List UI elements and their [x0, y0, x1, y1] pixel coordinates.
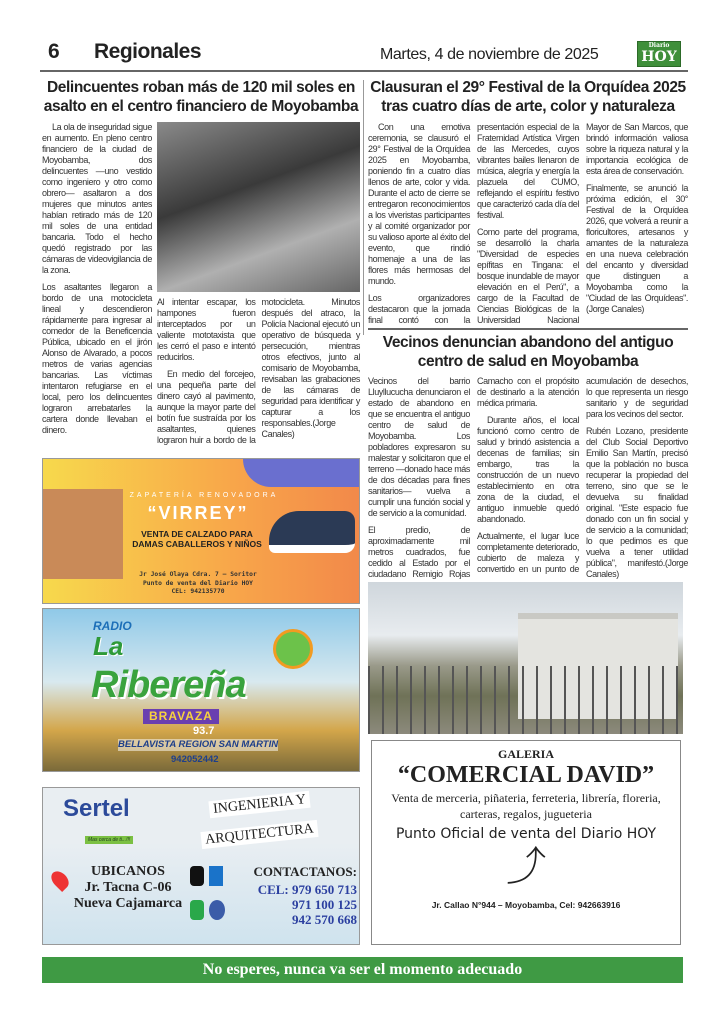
- footer-banner: No esperes, nunca va ser el momento adecuado: [42, 957, 683, 983]
- article3-body: [368, 376, 688, 580]
- whatsapp-icon: [190, 900, 204, 920]
- sneaker-shape: [269, 511, 355, 553]
- article3-p2: El predio, de aproximadamente mil metros cuadrados, fue cedido al Estado por el ciudadano Remigio Rojas Camacho con el propósito de destinarlo a la atención médica primaria.: [368, 376, 579, 579]
- ad-offer: VENTA DE CALZADO PARA DAMAS CABALLEROS Y NIÑOS: [132, 529, 262, 549]
- sertel-brand: Sertel: [63, 795, 130, 822]
- article1-body: [42, 122, 360, 454]
- article3-p5: Rubén Lozano, presidente del Club Social Deportivo Emilio San Martín, precisó que la población no busca recuperar la propiedad del terreno, sino que se le devuelva su finalidad original. "Este espacio fue donado con un fin social y de servicio a la comunidad; lo que pedimos es que vuelva a tener utilidad pública", manifestó.(Jorge Canales): [586, 426, 688, 579]
- galeria-point: Punto Oficial de venta del Diario HOY: [395, 826, 657, 842]
- ad-line1: ZAPATERÍA RENOVADORA: [129, 492, 279, 499]
- ad-sertel: [42, 787, 360, 945]
- sertel-addr2: Nueva Cajamarca: [73, 896, 183, 911]
- article1-title: Delincuentes roban más de 120 mil soles en asalto en el centro financiero de Moyobamba: [43, 79, 359, 115]
- outlook-icon: [209, 866, 223, 886]
- fence-shape: [368, 666, 683, 734]
- logo-small: Diario: [648, 42, 670, 49]
- curved-arrow-icon: ⤴: [506, 844, 546, 890]
- facebook-icon: [209, 900, 225, 920]
- ad-cel: CEL: 942135770: [171, 588, 225, 595]
- radio-label: RADIO: [93, 619, 132, 633]
- section-title: Regionales: [94, 40, 202, 63]
- article1-p2: Los asaltantes llegaron a bordo de una motocicleta lineal y descendieron rápidamente para ingresar al comedor de la Beneficencia Pública, ubicado en el jirón Alonso de Alvarado, a pocos metros de varias agencias bancarias. Las víctimas intentaron refugiarse en el local, pero los delincuentes lograron arrebatarles la cartera donde llevaban el dinero.: [42, 282, 152, 435]
- article-divider: [368, 328, 688, 330]
- article2-body: [368, 122, 688, 326]
- ad-zapateria-virrey: [42, 458, 360, 604]
- article1-p4: En medio del forcejeo, una pequeña parte del dinero cayó al pavimento, aunque la mayor parte del botín fue sustraída por los asaltantes, quienes lograron huir a bordo de la motocicleta. Minutos después del atraco, la Policía Nacional ejecutó un operativo de búsqueda y persecución, mientras otros efectivos, junto al comisario de Moyobamba, revisaban las grabaciones de las cámaras de seguridad para identificar y capturar a los responsables.(Jorge Canales): [157, 297, 360, 445]
- radio-phone: 942052442: [171, 754, 219, 765]
- ad-radio-riberena: [42, 608, 360, 772]
- article3-building-photo: [368, 582, 683, 734]
- right-column: [368, 78, 688, 945]
- sertel-service2: ARQUITECTURA: [200, 820, 318, 849]
- header-rule: [40, 70, 688, 72]
- article1-cols23: [157, 297, 360, 446]
- ad-galeria-comercial-david: [371, 740, 681, 945]
- article1-cctv-photo: [157, 122, 360, 292]
- sertel-phone: 942 570 668: [292, 912, 357, 927]
- article3-title: Vecinos denuncian abandono del antiguo centro de salud en Moyobamba: [382, 334, 674, 370]
- purple-shape: [243, 459, 360, 487]
- article3-p4: Actualmente, el lugar luce completamente deteriorado, cubierto de maleza y convertido en un punto de acumulación de desechos, lo que representa un riesgo sanitario y de seguridad para los vecinos del sector.: [477, 376, 688, 574]
- galeria-address: Jr. Callao N°944 – Moyobamba, Cel: 942663916: [431, 900, 621, 910]
- sertel-phone: 971 100 125: [292, 897, 357, 912]
- sertel-cel-label: CEL:: [257, 882, 289, 897]
- article1-col1: [42, 122, 152, 454]
- radio-frequency: 93.7: [193, 725, 215, 737]
- galeria-line1: GALERIA: [497, 747, 554, 761]
- galeria-name: “COMERCIAL DAVID”: [397, 762, 655, 788]
- article2-p4: Finalmente, se anunció la próxima edición, el 30° Festival de la Orquídea 2026, que volverá a reunir a floricultores, artesanos y amantes de la naturaleza en una nueva celebración del encanto y diversidad que distinguen a Moyobamba como la "Ciudad de las Orquídeas".(Jorge Canales): [586, 183, 688, 314]
- radio-place: BELLAVISTA REGION SAN MARTIN: [118, 739, 279, 750]
- article2-p1: Con una emotiva ceremonia, se clausuró el 29° Festival de la Orquídea 2025 en Moyobamba, poniendo fin a cuatro días llenos de arte, color y vida. Durante el acto de cierre se entregaron reconocimientos a los viveristas participantes y al comité organizador por su valioso aporte al éxito del evento, que rindió homenaje a una de las flores más hermosas del mundo.: [368, 122, 470, 286]
- left-column: [42, 78, 360, 945]
- sertel-phone: 979 650 713: [292, 882, 357, 897]
- sertel-phones: [229, 882, 357, 927]
- ad-point: Punto de venta del Diario HOY: [143, 579, 253, 587]
- page-number: 6: [48, 40, 60, 63]
- logo-big: HOY: [641, 49, 677, 65]
- radio-name1: La: [93, 631, 124, 661]
- sertel-addr1: Jr. Tacna C-06: [84, 880, 172, 895]
- article2-p3: Como parte del programa, se desarrolló la charla "Diversidad de especies epífitas en Tingana: el bosque inundable de mayor elevación en el Perú", a cargo de la Facultad de Ciencias Biológicas de la Universidad Nacional Mayor de San Marcos, que brindó información valiosa sobre la riqueza natural y la importancia ecológica de esta área de conservación.: [477, 122, 688, 325]
- tiktok-icon: [190, 866, 204, 886]
- ad-name: “VIRREY”: [147, 503, 249, 523]
- ad-address: Jr José Olaya Cdra. 7 – Soritor: [139, 571, 257, 578]
- issue-date: Martes, 4 de noviembre de 2025: [380, 46, 599, 63]
- sertel-ubicanos: UBICANOS: [91, 864, 165, 879]
- article2-title: Clausuran el 29° Festival de la Orquídea 2025 tras cuatro días de arte, color y naturaleza: [370, 79, 686, 115]
- radio-name2: Ribereña: [91, 664, 246, 706]
- ad-contact: [123, 571, 273, 597]
- parrot-mascot: [273, 629, 313, 669]
- radio-tag: BRAVAZA: [143, 709, 219, 724]
- sertel-address: [69, 864, 187, 912]
- galeria-desc: Venta de merceria, piñateria, ferreteria, librería, floreria, carteras, regalos, jugueteria: [391, 791, 661, 821]
- sertel-slogan: Mas cerca de ti...!!!: [85, 836, 133, 844]
- article1-right: [157, 122, 360, 454]
- article2-p2: Los organizadores destacaron que la jornada final contó con la presentación especial de la Fraternidad Artística Virgen de las Mercedes, cuyos vibrantes bailes llenaron de música, alegría y energía la plazuela del CUMO, reflejando el espíritu festivo que caracterizó cada día del festival.: [368, 122, 579, 325]
- boots-photo: [43, 489, 123, 579]
- sertel-service1: INGENIERIA Y: [208, 791, 310, 818]
- article3-p3: Durante años, el local funcionó como centro de salud y brindó asistencia a decenas de familias; sin embargo, tras la construcción de un nuevo establecimiento en otra zona de la ciudad, el antiguo inmueble quedó abandonado.: [477, 415, 579, 524]
- column-separator: [363, 80, 364, 335]
- sertel-contact: CONTACTANOS:: [253, 864, 357, 879]
- article1-p3: Al intentar escapar, los hampones fueron interceptados por un valiente mototaxista que les cerró el paso e intentó reducirlos.: [157, 297, 256, 362]
- article1-p1: La ola de inseguridad sigue en aumento. En pleno centro financiero de la ciudad de Moyobamba, dos delincuentes —uno vestido como ingeniero y otro como obrero— asaltaron a dos mujeres que minutos antes habían retirado más de 120 mil soles de una entidad bancaria. Todo el hecho quedó registrado por las cámaras de videovigilancia de la zona.: [42, 122, 152, 275]
- article3-p1: Vecinos del barrio Lluyllucucha denunciaron el estado de abandono en que se encuentra el antiguo centro de salud de Moyobamba. Los pobladores expresaron su malestar y solicitaron que el terreno —donado hace más de dos décadas para fines sanitarios— vuelva a cumplir una función social y de servicio a la comunidad.: [368, 376, 470, 518]
- diario-hoy-logo: [637, 41, 681, 67]
